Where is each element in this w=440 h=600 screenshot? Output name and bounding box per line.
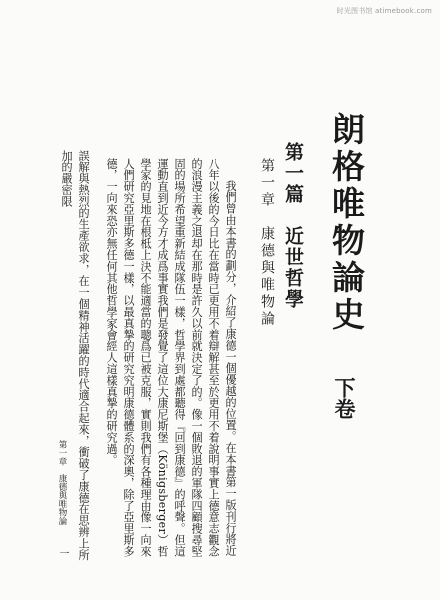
chapter-title: 第一章 康德與唯物論 bbox=[259, 158, 275, 328]
closing-paragraph: 誤解與熱烈的生產欲求，在一個精神活躍的時代適合起來，衝破了康德在思辨上所加的嚴密限 bbox=[60, 150, 90, 561]
body-paragraph: 我們曾由本書的劃分，介紹了康德一個優越的位置。在本書第一版刊行將近八年以後的今日比在當時已更用不着辯解甚至於更用不着說明事實上德意志觀念的浪漫主義之退却在那時是許久以前就決定了的。像一個敗退的軍隊四顧搜尋堅固的場所希望重新結成隊伍一樣，哲學界到處都聽得『回到康德』的呼聲。但這運動直到近今方才成爲事實我們是發覺了這位大康尼斯堡（Königsberger）哲學家的見地在根柢上決不能適當的聰爲已被克服，實則我們有各種理由像一向來人們研究亞里斯多德一樣，以最真摯的研究究明康德體系的深奧，除了亞里斯多德，一向來恐亦無任何其他哲學家會經人這樣真摯的研究過。 bbox=[105, 158, 237, 557]
watermark: 时光图书馆 atimebook.com bbox=[336, 7, 432, 15]
part-title: 第一篇 近世哲學 bbox=[282, 142, 304, 310]
volume-label: 下卷 bbox=[332, 377, 357, 419]
running-head: 第一章 康德與唯物論 bbox=[57, 440, 67, 525]
book-title: 朗格唯物論史 bbox=[327, 112, 366, 334]
body-text bbox=[105, 158, 239, 563]
page-number: 一 bbox=[57, 548, 68, 558]
